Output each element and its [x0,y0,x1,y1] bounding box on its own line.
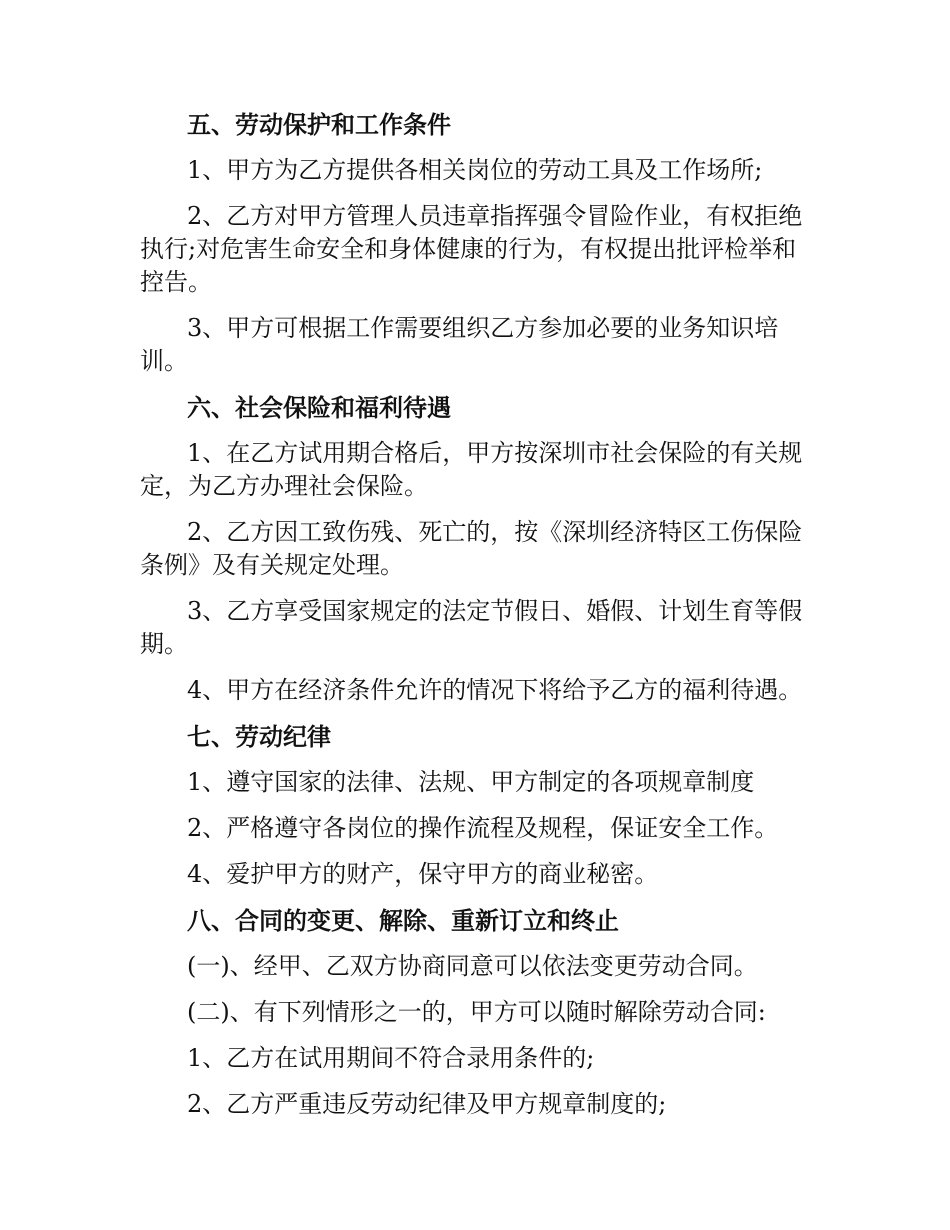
paragraph-social-insurance: 1、在乙方试用期合格后，甲方按深圳市社会保险的有关规定，为乙方办理社会保险。 [140,439,803,500]
paragraph-welfare: 4、甲方在经济条件允许的情况下将给予乙方的福利待遇。 [187,676,803,704]
paragraph-holidays: 3、乙方享受国家规定的法定节假日、婚假、计划生育等假期。 [140,597,803,658]
paragraph-mutual-change: (一)、经甲、乙双方协商同意可以依法变更劳动合同。 [187,952,758,980]
paragraph-safety-procedures: 2、严格遵守各岗位的操作流程及规程，保证安全工作。 [187,814,779,842]
document-page [140,108,812,1134]
paragraph-work-injury: 2、乙方因工致伤残、死亡的，按《深圳经济特区工伤保险条例》及有关规定处理。 [140,518,803,579]
paragraph-protect-property: 4、爱护甲方的财产，保守甲方的商业秘密。 [187,860,659,888]
paragraph-termination-conditions: (二)、有下列情形之一的，甲方可以随时解除劳动合同: [187,998,766,1026]
paragraph-discipline-violation: 2、乙方严重违反劳动纪律及甲方规章制度的; [187,1090,667,1118]
section-heading-social-insurance: 六、社会保险和福利待遇 [187,393,451,422]
paragraph-obey-rules: 1、遵守国家的法律、法规、甲方制定的各项规章制度 [187,768,755,796]
section-heading-labor-protection: 五、劳动保护和工作条件 [187,110,451,139]
paragraph-probation-failure: 1、乙方在试用期间不符合录用条件的; [187,1044,595,1072]
paragraph-right-to-refuse: 2、乙方对甲方管理人员违章指挥强令冒险作业，有权拒绝执行;对危害生命安全和身体健康的行为，有权提出批评检举和控告。 [140,202,803,296]
section-heading-contract-changes: 八、合同的变更、解除、重新订立和终止 [187,906,619,935]
section-heading-labor-discipline: 七、劳动纪律 [187,722,331,751]
paragraph-work-tools: 1、甲方为乙方提供各相关岗位的劳动工具及工作场所; [187,156,763,184]
paragraph-training: 3、甲方可根据工作需要组织乙方参加必要的业务知识培训。 [140,314,779,375]
